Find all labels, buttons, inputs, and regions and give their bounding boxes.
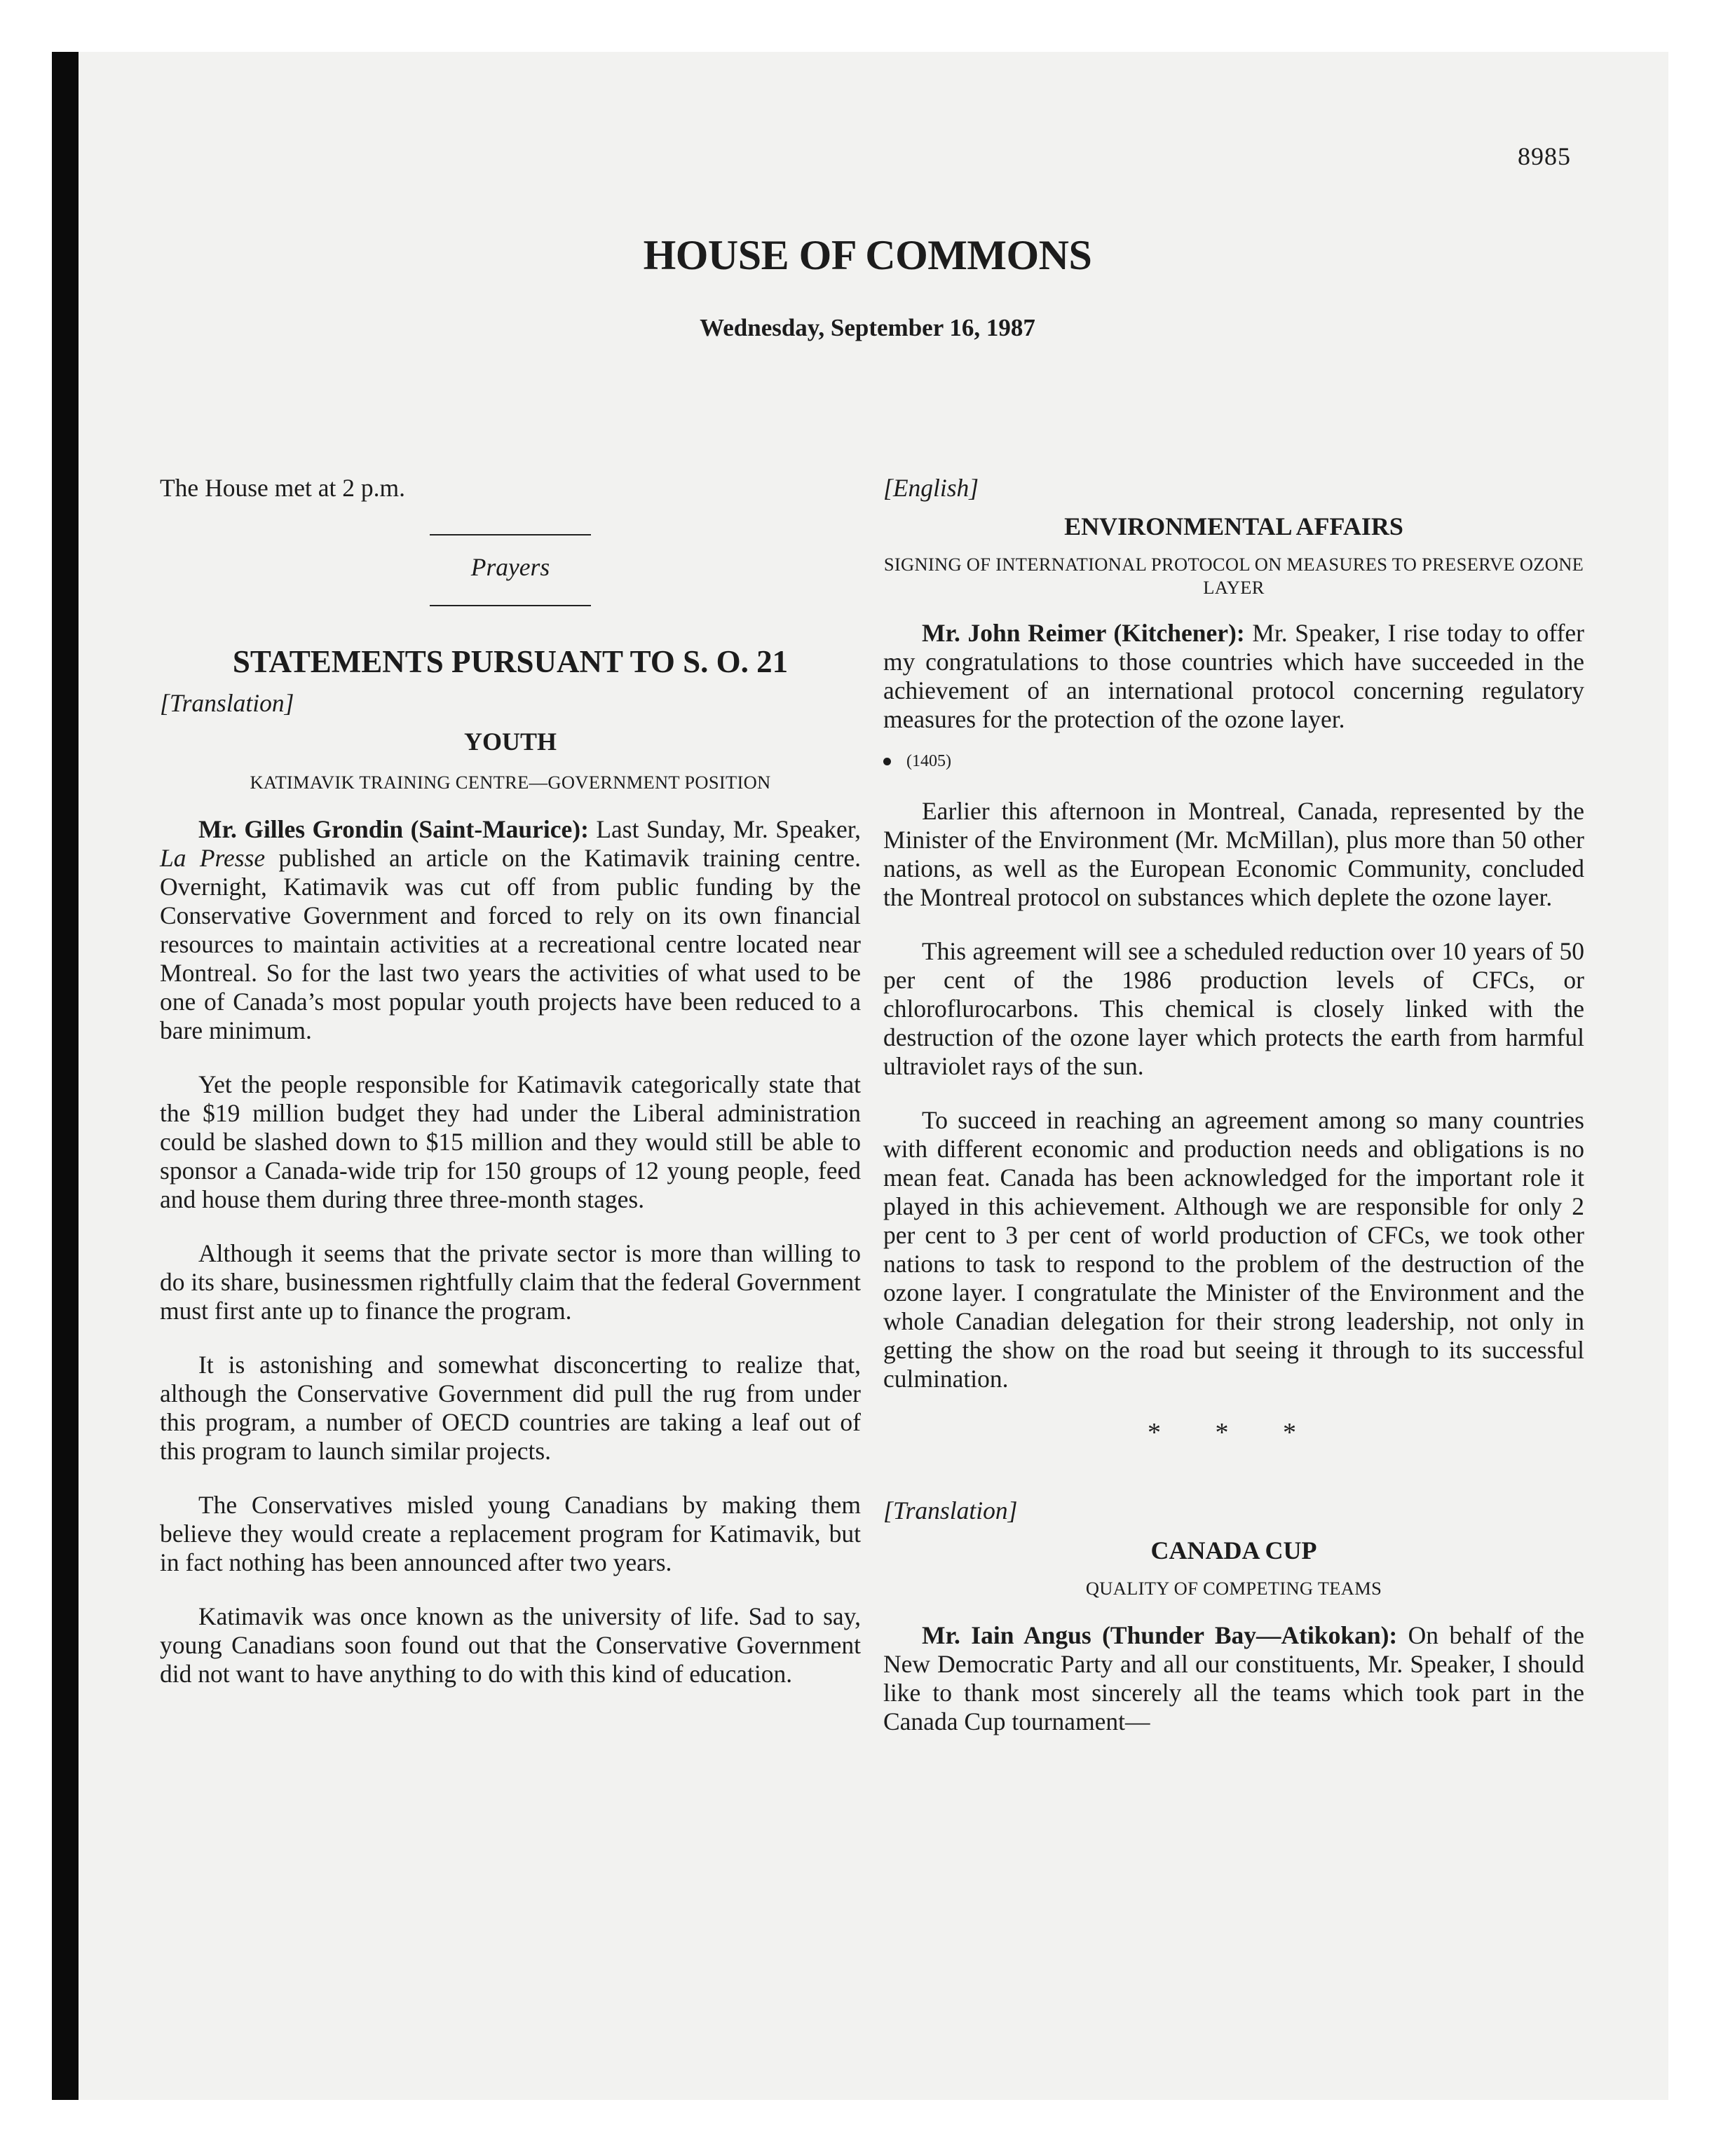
speaker-name: Mr. John Reimer (Kitchener): bbox=[922, 619, 1245, 647]
divider-rule bbox=[430, 534, 591, 535]
statement-paragraph: Although it seems that the private sector is more than willing to do its share, businessmen rightfully claim that the federal Government must first ante up to finance the program. bbox=[160, 1239, 861, 1325]
statement-paragraph: The Conservatives misled young Canadians by making them believe they would create a replacement program for Katimavik, but in fact nothing has been announced after two years. bbox=[160, 1491, 861, 1576]
english-tag: [English] bbox=[883, 474, 979, 502]
sitting-date: Wednesday, September 16, 1987 bbox=[700, 314, 1035, 341]
statement-paragraph: Mr. Gilles Grondin (Saint-Maurice): Last Sunday, Mr. Speaker, La Presse published an article on the Katimavik training centre. Overnight, Katimavik was cut off from public funding by the Conservative Government and forced to rely on its own financial resources to maintain activities at a recreational centre located near Montreal. So for the last two years the activities of what used to be one of Canada’s most popular youth projects have been reduced to a bare minimum. bbox=[160, 815, 861, 1044]
statement-paragraph: Yet the people responsible for Katimavik categorically state that the $19 million budget they had under the Liberal administration could be slashed down to $15 million and they would still be able to sponsor a Canada-wide trip for 150 groups of 12 young people, feed and house them during three three-month stages. bbox=[160, 1070, 861, 1213]
divider-rule bbox=[430, 605, 591, 606]
scan-binding-edge bbox=[52, 52, 79, 2100]
statement-paragraph: Katimavik was once known as the university of life. Sad to say, young Canadians soon found out that the Conservative Government did not want to have anything to do with this kind of education. bbox=[160, 1602, 861, 1688]
statement-paragraph: Earlier this afternoon in Montreal, Canada, represented by the Minister of the Environment (Mr. McMillan), plus more than 50 other nations, as well as the European Economic Community, concluded the Montreal protocol on substances which deplete the ozone layer. bbox=[883, 797, 1584, 911]
newspaper-title: La Presse bbox=[160, 844, 266, 872]
statement-paragraph: It is astonishing and somewhat disconcerting to realize that, although the Conservative Government did pull the rug from under this program, a number of OECD countries are taking a leaf out of this program to launch similar projects. bbox=[160, 1351, 861, 1465]
translation-tag: [Translation] bbox=[160, 689, 294, 717]
translation-tag: [Translation] bbox=[883, 1496, 1018, 1524]
subject-heading: CANADA CUP bbox=[1150, 1536, 1317, 1564]
subheading: SIGNING OF INTERNATIONAL PROTOCOL ON MEASURES TO PRESERVE OZONE LAYER bbox=[883, 554, 1584, 598]
page-number: 8985 bbox=[1518, 142, 1571, 170]
statement-paragraph: To succeed in reaching an agreement among so many countries with different economic and production needs and obligations is no mean feat. Canada has been acknowledged for the important role it played in this achievement. Although we are responsible for only 2 per cent to 3 per cent of world production of CFCs, we took other nations to task to respond to the problem of the destruction of the ozone layer. I congratulate the Minister of the Environment and the whole Canadian delegation for their strong leadership, not only in getting the show on the road but seeing it through to its successful culmination. bbox=[883, 1106, 1584, 1393]
time-marker: (1405) bbox=[883, 751, 1584, 772]
right-column bbox=[883, 474, 1584, 1736]
speaker-name: Mr. Gilles Grondin (Saint-Maurice): bbox=[198, 815, 589, 843]
subject-heading: YOUTH bbox=[463, 728, 557, 756]
page-title: HOUSE OF COMMONS bbox=[643, 232, 1092, 278]
left-column bbox=[160, 474, 861, 1688]
section-title: STATEMENTS PURSUANT TO S. O. 21 bbox=[232, 644, 789, 679]
house-met-line: The House met at 2 p.m. bbox=[160, 474, 405, 502]
subject-heading: ENVIRONMENTAL AFFAIRS bbox=[1064, 512, 1403, 540]
statement-paragraph: Mr. Iain Angus (Thunder Bay—Atikokan): On behalf of the New Democratic Party and all our constituents, Mr. Speaker, I should like to thank most sincerely all the teams which took part in the Canada Cup tournament— bbox=[883, 1621, 1584, 1735]
section-separator: * * * bbox=[1148, 1418, 1320, 1447]
prayers-heading: Prayers bbox=[470, 553, 550, 581]
speaker-name: Mr. Iain Angus (Thunder Bay—Atikokan): bbox=[922, 1621, 1398, 1649]
subheading: KATIMAVIK TRAINING CENTRE—GOVERNMENT POSITION bbox=[250, 772, 771, 793]
statement-paragraph: This agreement will see a scheduled reduction over 10 years of 50 per cent of the 1986 production levels of CFCs, or chloroflurocarbons. This chemical is closely linked with the destruction of the ozone layer which protects the earth from harmful ultraviolet rays of the sun. bbox=[883, 937, 1584, 1080]
statement-paragraph: Mr. John Reimer (Kitchener): Mr. Speaker, I rise today to offer my congratulations to those countries which have succeeded in the achievement of an international protocol concerning regulatory measures for the protection of the ozone layer. bbox=[883, 619, 1585, 733]
subheading: QUALITY OF COMPETING TEAMS bbox=[1085, 1578, 1382, 1599]
bullet-icon bbox=[883, 758, 891, 765]
